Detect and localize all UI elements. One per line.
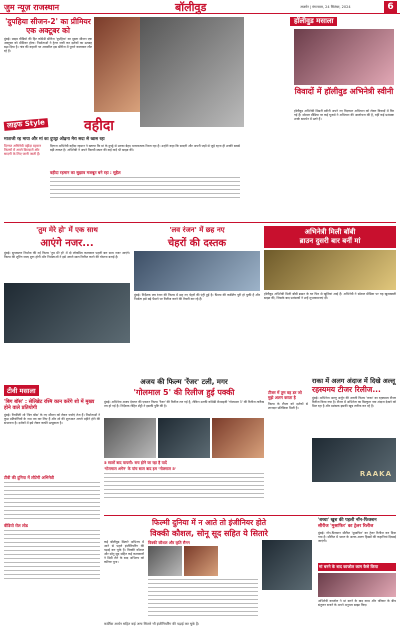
lifestyle-side-note: दिग्गज अभिनेत्री वहीदा रहमान फिल्मों में अपने किरदारों और सादगी के लिए जानी जाती हैं। — [4, 144, 41, 156]
engineer-headline-1: फिल्मी दुनिया में न आते तो इंजीनियर होते — [151, 518, 267, 527]
engineer-headline-2: विक्की कौशल, सोनू सूद सहित ये सितारे — [150, 529, 268, 538]
series-poster-image — [94, 17, 140, 112]
tv-headline: 'बिग बॉस' : सेलिब्रेट रश्मि कान करेंगे शो में मुख्य होने वाले प्रतियोगी — [4, 399, 95, 411]
ajay-side-head: टीजर में तुम वह डर जो मुझे अलग करता है — [268, 390, 302, 400]
millie-bobby-photo — [264, 250, 396, 290]
lifestyle-title: वहीदा — [84, 118, 114, 134]
issue-date: अजमेर | मंगलवार, 24 सितंबर, 2024 — [300, 5, 351, 9]
millie-bobby-headline — [264, 226, 396, 248]
tv-sub-2: वीडियो रोल लोड — [4, 523, 28, 528]
tum-mere-ho-body: मुंबई। सुपरस्टार निर्माता की नई फिल्म 'तुम मेरे हो' में दो लोकप्रिय कलाकार पहली बार साथ नजर आएंगे। फिल्म की शूटिंग जल्द शुरू होगी और निर्माताओं ने इसे अगले साल रिलीज करने की योजना बनाई है। — [4, 251, 130, 259]
ajay-body: मुंबई। अभिनेता अजय देवगन की एक्शन फिल्म 'रेंजर' की रिलीज टल गई है, लेकिन उनकी कॉमेडी फ्रेंचाइजी 'गोलमाल 5' की रिलीज तारीख तय हो गई है। निर्देशक रोहित शेट्टी ने इसकी पुष्टि की है। — [104, 400, 264, 408]
luv-ranjan-article — [134, 226, 260, 376]
tum-mere-ho-photo — [4, 283, 130, 343]
sweeney-photo — [294, 29, 394, 85]
tum-mere-ho-article — [4, 226, 130, 376]
sonu-photo — [262, 540, 312, 590]
engineer-body-left: कई बॉलीवुड सितारे अभिनय में आने से पहले इंजीनियरिंग की पढ़ाई कर चुके हैं। विक्की कौशल और सोनू सूद सहित कई कलाकारों ने डिग्री लेने के बाद अभिनय को करियर चुना। — [104, 540, 144, 564]
tv-body-3 — [4, 529, 100, 579]
lifestyle-sub-head: वहीदा रहमान का सुझाव मजबूत बने रहा : सुहैल — [50, 170, 121, 175]
raka-poster-title: RAAKA — [359, 470, 392, 478]
raka-headline-2: रहस्यमय टीजर रिलीज... — [312, 384, 381, 394]
lifestyle-subtitle: माताजी रह माया और मां का दुपट्टा ओढ़ना मेरा सदा से खास रहा — [4, 137, 105, 142]
engineer-article — [104, 518, 314, 638]
ajay-headline-2: 'गोलमाल 5' की रिलीज हुई पक्की — [133, 388, 235, 397]
raka-body: मुंबई। अभिनेता अल्लू अर्जुन की अगली फिल्म 'राका' का रहस्यमय टीजर रिलीज किया गया है। टीजर में अभिनेता का बिल्कुल नया अंदाज देखने को मिल रहा है और प्रशंसक इसकी खूब तारीफ कर रहे हैं। — [312, 396, 396, 408]
section-title: बॉलीवुड — [175, 1, 207, 14]
top-left-body: मुंबई। प्राइम वीडियो की हिट कॉमेडी सीरीज 'दुपहिया' का दूसरा सीजन एक अक्टूबर को प्रीमियर होगा। निर्माताओं ने ट्रेलर जारी कर दर्शकों का उत्साह बढ़ा दिया है। गांव की कहानी पर आधारित इस सीरीज में पुराने कलाकार लौट रहे हैं। — [4, 37, 92, 53]
luv-ranjan-photo — [134, 251, 260, 291]
ajay-sub-2: 'गोलमाल अगेन' के पांच साल बाद हम 'गोलमाल 5' — [104, 466, 177, 471]
ajay-photos — [104, 418, 264, 458]
ajay-photo-2 — [158, 418, 210, 458]
ajay-side-body: फिल्म के टीजर को दर्शकों से शानदार प्रतिक्रिया मिली है। — [268, 402, 308, 410]
kajol-photo — [318, 573, 396, 597]
millie-bobby-body: हॉलीवुड अभिनेत्री मिली बॉबी ब्राउन के घर फिर से खुशियां आई हैं। अभिनेत्री ने सोशल मीडिया पर यह खुशखबरी साझा की, जिसके बाद प्रशंसकों ने उन्हें शुभकामनाएं दीं। — [264, 292, 396, 300]
brand-name: जुम न्यूज़ राजस्थान — [4, 2, 60, 12]
luv-ranjan-body: मुंबई। निर्देशक लव रंजन की फिल्म में छह नए चेहरों की एंट्री हुई है। फिल्म की कास्टिंग पूरी हो चुकी है और निर्माता इसे बड़े पैमाने पर रिलीज करने की तैयारी कर रहे हैं। — [134, 293, 260, 301]
musafir-headline-1: 'बच्चा' खुश की पहली नॉन-फिक्शन — [318, 518, 377, 523]
musafir-article — [318, 518, 396, 638]
luv-ranjan-headline-2: चेहरों की दस्तक — [167, 238, 227, 249]
musafir-body: मुंबई। नॉन-फिक्शन सीरीज 'मुसाफिर' का ट्रेलर रिलीज कर दिया गया है। सीरीज में भारत के अलग-अलग हिस्सों की कहानियां दिखाई जाएंगी। — [318, 531, 396, 543]
millie-bobby-article — [264, 226, 396, 376]
tv-section — [4, 378, 100, 640]
masthead — [0, 0, 400, 14]
raka-poster — [312, 438, 396, 482]
lifestyle-body-top: दिग्गज अभिनेत्री वहीदा रहमान ने बताया कि मां के दुपट्टे से उनका बेहद भावनात्मक रिश्ता रहा है। उन्होंने कहा कि सादगी और अपनी जड़ों से जुड़े रहना ही उनकी सबसे बड़ी ताकत है। अभिनेत्री ने अपने फिल्मी सफर की कई यादें भी साझा कीं। — [50, 144, 240, 152]
vicky-photo — [148, 546, 182, 576]
tum-mere-ho-headline-2: आएंगे नजर... — [40, 238, 94, 249]
page-number: 6 — [384, 1, 397, 13]
ajay-article — [104, 378, 264, 513]
ajay-headline-1: अजय की फिल्म 'रेंजर' टली, मगर — [140, 378, 228, 386]
engineer-mid-label: विक्की कौशल और कृति सैनन — [148, 540, 190, 545]
tv-tag: टीवी मसाला — [4, 385, 39, 396]
hollywood-headline: विवादों में हॉलीवुड अभिनेत्री स्वीनी — [294, 87, 394, 96]
musafir-headline-2: सीरीज 'मुसाफिर' का ट्रेलर रिलीज — [318, 523, 374, 529]
lifestyle-tag: लाइफ Style — [4, 118, 49, 131]
ajay-photo-1 — [104, 418, 156, 458]
hollywood-body: हॉलीवुड अभिनेत्री सिडनी स्वीनी अपने नए विज्ञापन अभियान को लेकर विवादों में घिर गई हैं। सोशल मीडिया पर कई यूजर्स ने अभियान की आलोचना की है, वहीं कई प्रशंसक उनके समर्थन में उतरे हैं। — [294, 109, 394, 121]
top-left-headline: 'दुपहिया सीजन-2' का प्रीमियर एक अक्टूबर को — [5, 17, 91, 35]
ajay-sub-1: 5 सालों बाद वापसी: सच होने जा रहा है यादें — [104, 460, 167, 465]
millie-bobby-headline-1: अभिनेत्री मिली बॉबी — [304, 228, 356, 236]
kriti-photo — [184, 546, 218, 576]
waheeda-photo — [140, 17, 244, 127]
engineer-bottom-bar: कार्तिक आर्यन सहित कई अन्य सितारे भी इंजीनियरिंग की पढ़ाई कर चुके हैं। — [104, 622, 200, 626]
ajay-side — [268, 390, 308, 510]
ajay-body-2 — [104, 472, 264, 500]
raka-article — [312, 378, 396, 513]
millie-bobby-headline-2: ब्राउन दुसरी बार बनीं मां — [299, 237, 361, 245]
luv-ranjan-headline-1: 'लव रंजन' में छह नए — [169, 226, 225, 234]
kajol-side-head: मां बनने के बाद काजोल काम कैसे किया — [318, 563, 396, 571]
lifestyle-body-bottom — [50, 176, 240, 200]
kajol-body: अभिनेत्री काजोल ने मां बनने के बाद काम और परिवार के बीच संतुलन बनाने के अपने अनुभव साझा किए। — [318, 599, 396, 607]
engineer-body-mid — [148, 578, 258, 618]
hollywood-section — [248, 17, 396, 203]
hollywood-tag: हॉलीवुड मसाला — [290, 17, 337, 26]
tv-body: मुंबई। रियलिटी शो 'बिग बॉस' के नए सीजन को लेकर चर्चाएं तेज हैं। निर्माताओं ने कुछ प्रतियोगियों के नाम तय कर लिए हैं और शो की शुरुआत अगले महीने होने की संभावना है। दर्शकों में इसे लेकर काफी उत्सुकता है। — [4, 413, 100, 425]
tum-mere-ho-headline-1: 'तुम मेरे हो' में एक साथ — [36, 226, 98, 234]
tv-body-2 — [4, 481, 100, 521]
ajay-photo-3 — [212, 418, 264, 458]
tv-sub-1: टीवी की दुनिया में लौटेगी अभिनेत्री — [4, 475, 54, 480]
top-left-article — [4, 17, 92, 112]
divider-row1 — [4, 222, 396, 223]
divider-row3 — [104, 515, 396, 516]
raka-headline-1: राका में अलग अंदाज में दिखे अल्लू — [312, 377, 396, 385]
